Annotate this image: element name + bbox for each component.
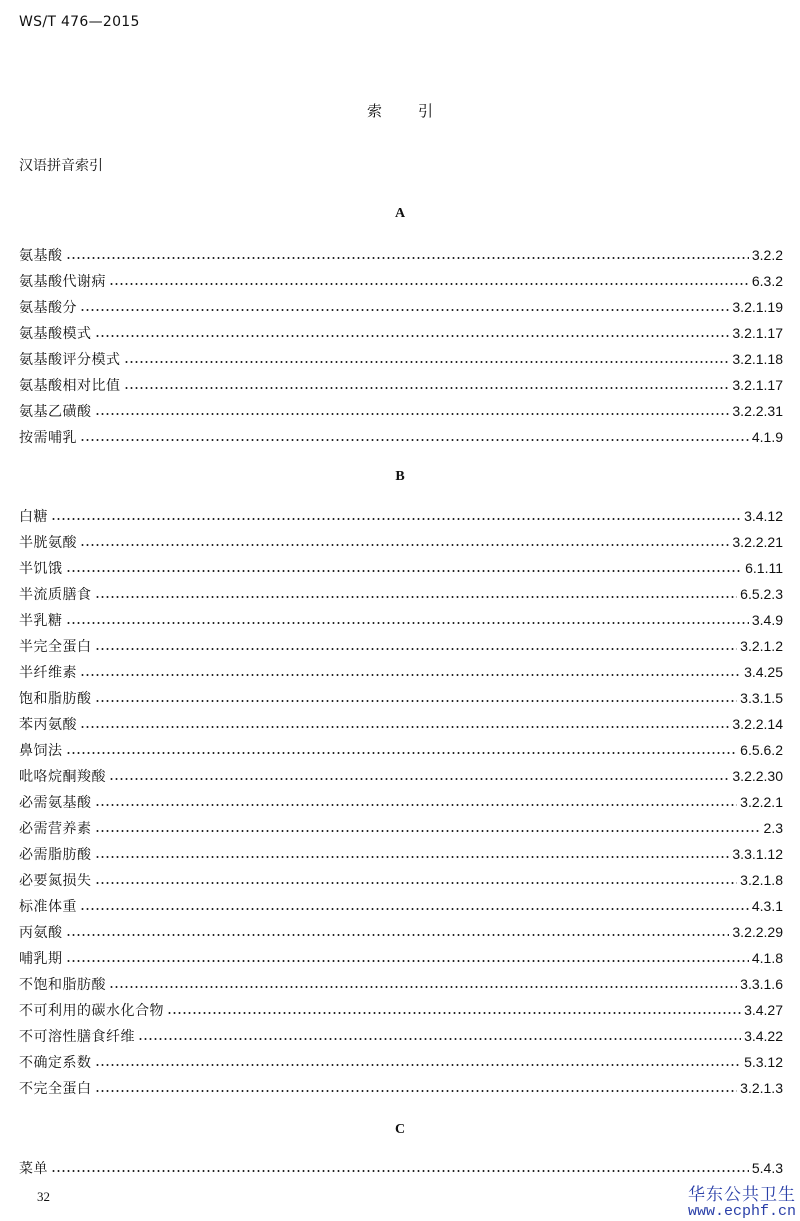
entry-term: 吡咯烷酮羧酸: [19, 769, 106, 785]
leader-dots: [51, 1161, 749, 1175]
index-entry: [19, 1078, 783, 1098]
entry-term: 标准体重: [19, 899, 77, 915]
entry-term: 必要氮损失: [19, 873, 92, 889]
index-entry: [19, 427, 783, 447]
entry-ref: 3.4.27: [744, 1002, 783, 1018]
page-title: [0, 100, 800, 121]
index-entry: [19, 688, 783, 708]
section-letter-c: C: [394, 1122, 406, 1137]
entry-ref: 6.5.6.2: [740, 742, 783, 758]
standard-code: WS/T 476—2015: [19, 14, 140, 30]
entry-term: 氨基酸模式: [19, 326, 92, 342]
entry-ref: 3.2.1.8: [740, 872, 783, 888]
watermark-name: 华东公共卫生: [688, 1185, 796, 1205]
leader-dots: [124, 378, 730, 392]
leader-dots: [95, 1081, 738, 1095]
index-entry: [19, 922, 783, 942]
entry-ref: 5.4.3: [751, 1160, 783, 1176]
watermark-url: www.ecphf.cn: [687, 1203, 796, 1220]
entry-ref: 3.2.1.18: [732, 351, 783, 367]
title-char-1: 索: [366, 102, 382, 120]
entry-ref: 6.3.2: [751, 273, 783, 289]
entry-ref: 5.3.12: [744, 1054, 783, 1070]
leader-dots: [95, 795, 738, 809]
index-entry: [19, 401, 783, 421]
leader-dots: [80, 717, 729, 731]
index-entry: [19, 948, 783, 968]
leader-dots: [109, 274, 749, 288]
entry-ref: 3.3.1.5: [740, 690, 783, 706]
index-entry: [19, 271, 783, 291]
leader-dots: [80, 899, 749, 913]
leader-dots: [138, 1029, 741, 1043]
index-entry: [19, 896, 783, 916]
index-entry: [19, 636, 783, 656]
leader-dots: [95, 587, 738, 601]
entry-ref: 3.3.1.6: [740, 976, 783, 992]
entry-ref: 3.2.2.31: [732, 403, 783, 419]
leader-dots: [80, 430, 749, 444]
entry-ref: 3.2.2.21: [732, 534, 783, 550]
index-entry: [19, 558, 783, 578]
entry-ref: 3.2.1.17: [732, 377, 783, 393]
leader-dots: [95, 639, 738, 653]
index-entry: [19, 349, 783, 369]
entry-term: 必需脂肪酸: [19, 847, 92, 863]
entry-term: 饱和脂肪酸: [19, 691, 92, 707]
entry-term: 不饱和脂肪酸: [19, 977, 106, 993]
entry-term: 不确定系数: [19, 1055, 92, 1071]
leader-dots: [66, 613, 749, 627]
index-subtitle: 汉语拼音索引: [19, 158, 103, 174]
index-entry: [19, 532, 783, 552]
leader-dots: [124, 352, 730, 366]
entry-ref: 3.2.2.30: [732, 768, 783, 784]
index-entry: [19, 610, 783, 630]
index-entry: [19, 297, 783, 317]
leader-dots: [95, 873, 738, 887]
entry-term: 不可利用的碳水化合物: [19, 1003, 164, 1019]
leader-dots: [80, 535, 729, 549]
entry-ref: 2.3: [763, 820, 783, 836]
entry-term: 半纤维素: [19, 665, 77, 681]
entry-term: 不可溶性膳食纤维: [19, 1029, 135, 1045]
leader-dots: [95, 404, 730, 418]
index-entry: [19, 662, 783, 682]
leader-dots: [95, 821, 761, 835]
leader-dots: [95, 1055, 742, 1069]
entry-ref: 4.3.1: [751, 898, 783, 914]
index-entry: [19, 818, 783, 838]
entry-term: 氨基酸分: [19, 300, 77, 316]
leader-dots: [95, 326, 730, 340]
entry-ref: 3.2.1.3: [740, 1080, 783, 1096]
entry-term: 半饥饿: [19, 561, 63, 577]
entry-term: 白糖: [19, 509, 48, 525]
entry-term: 苯丙氨酸: [19, 717, 77, 733]
entry-term: 丙氨酸: [19, 925, 63, 941]
leader-dots: [95, 691, 738, 705]
entry-ref: 3.2.1.19: [732, 299, 783, 315]
leader-dots: [80, 300, 729, 314]
entry-term: 不完全蛋白: [19, 1081, 92, 1097]
entry-ref: 6.1.11: [745, 560, 783, 576]
entry-term: 氨基酸: [19, 248, 63, 264]
entry-ref: 3.2.2: [751, 247, 783, 263]
leader-dots: [66, 248, 749, 262]
leader-dots: [51, 509, 741, 523]
index-entry: [19, 740, 783, 760]
leader-dots: [66, 743, 738, 757]
entry-ref: 6.5.2.3: [740, 586, 783, 602]
entry-term: 氨基酸评分模式: [19, 352, 121, 368]
leader-dots: [66, 951, 749, 965]
leader-dots: [80, 665, 741, 679]
entry-term: 氨基乙磺酸: [19, 404, 92, 420]
entry-term: 必需氨基酸: [19, 795, 92, 811]
entry-ref: 3.2.2.29: [732, 924, 783, 940]
index-entry: [19, 375, 783, 395]
index-entry: [19, 1158, 783, 1178]
entry-term: 氨基酸相对比值: [19, 378, 121, 394]
entry-ref: 3.4.25: [744, 664, 783, 680]
leader-dots: [109, 769, 729, 783]
leader-dots: [66, 561, 743, 575]
entry-term: 氨基酸代谢病: [19, 274, 106, 290]
entry-term: 必需营养素: [19, 821, 92, 837]
entry-ref: 3.4.9: [751, 612, 783, 628]
index-entry: [19, 1000, 783, 1020]
index-entry: [19, 245, 783, 265]
index-entry: [19, 792, 783, 812]
page-number: 32: [37, 1189, 50, 1204]
entry-term: 半完全蛋白: [19, 639, 92, 655]
index-entry: [19, 506, 783, 526]
index-entry: [19, 1026, 783, 1046]
entry-ref: 3.2.1.2: [740, 638, 783, 654]
entry-ref: 3.4.22: [744, 1028, 783, 1044]
entry-term: 按需哺乳: [19, 430, 77, 446]
entry-ref: 4.1.9: [751, 429, 783, 445]
title-char-2: 引: [418, 102, 434, 120]
entry-ref: 3.2.2.1: [740, 794, 783, 810]
index-entry: [19, 1052, 783, 1072]
leader-dots: [95, 847, 730, 861]
index-entry: [19, 766, 783, 786]
leader-dots: [109, 977, 737, 991]
index-entry: [19, 870, 783, 890]
entry-ref: 3.2.1.17: [732, 325, 783, 341]
index-entry: [19, 323, 783, 343]
entry-ref: 3.4.12: [744, 508, 783, 524]
entry-term: 半乳糖: [19, 613, 63, 629]
entry-term: 半流质膳食: [19, 587, 92, 603]
leader-dots: [66, 925, 730, 939]
entry-term: 菜单: [19, 1161, 48, 1177]
entry-term: 半胱氨酸: [19, 535, 77, 551]
index-entry: [19, 974, 783, 994]
section-letter-a: A: [394, 206, 406, 221]
index-entry: [19, 844, 783, 864]
leader-dots: [167, 1003, 741, 1017]
section-letter-b: B: [395, 469, 405, 484]
entry-ref: 4.1.8: [751, 950, 783, 966]
index-entry: [19, 714, 783, 734]
entry-term: 哺乳期: [19, 951, 63, 967]
index-entry: [19, 584, 783, 604]
entry-ref: 3.2.2.14: [732, 716, 783, 732]
entry-term: 鼻饲法: [19, 743, 63, 759]
entry-ref: 3.3.1.12: [732, 846, 783, 862]
